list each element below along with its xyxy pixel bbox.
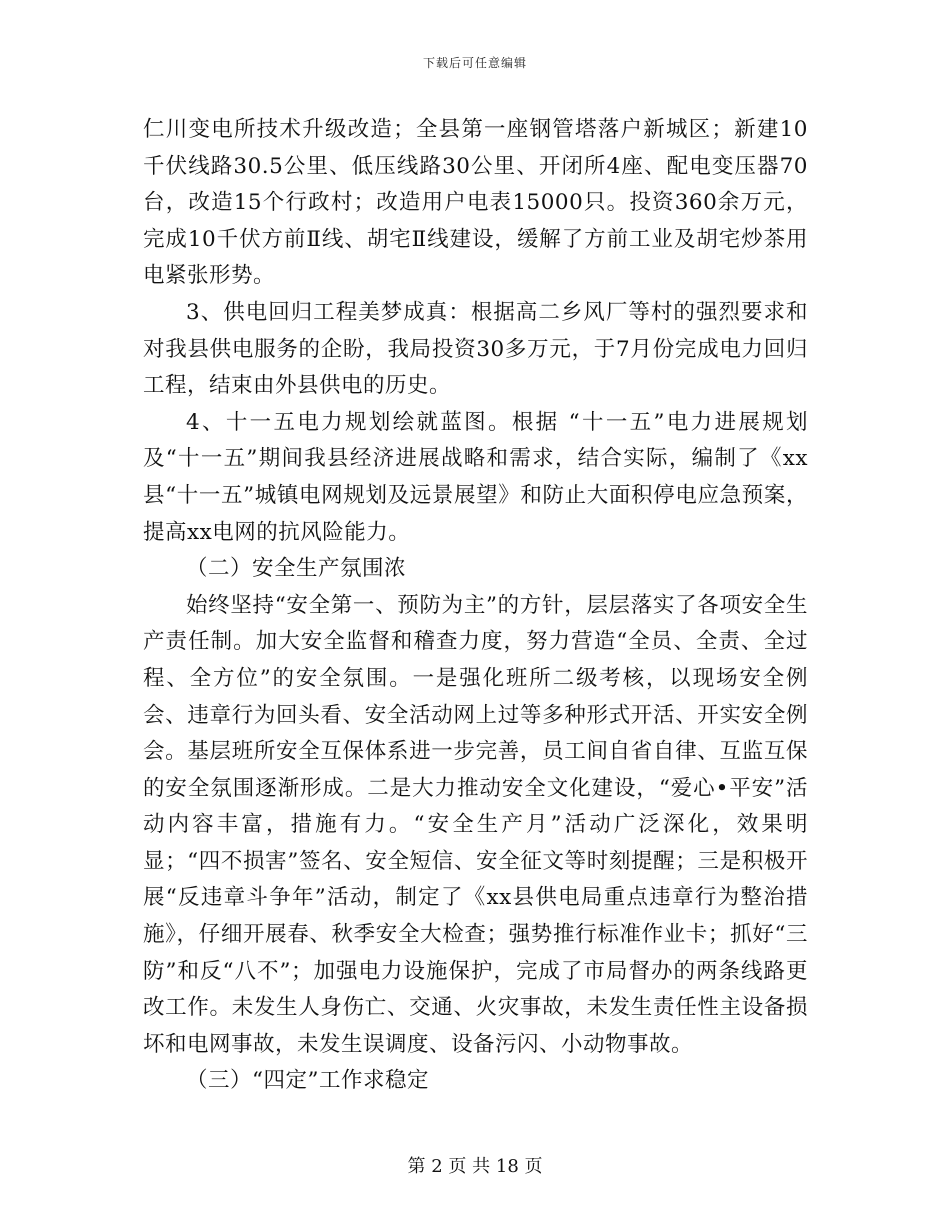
document-body [143, 112, 808, 1100]
paragraph-safety: 始终坚持“安全第一、预防为主”的方针，层层落实了各项安全生产责任制。加大安全监督和稽查力度，努力营造“全员、全责、全过程、全方位”的安全氛围。一是强化班所二级考核，以现场安全例会、违章行为回头看、安全活动网上过等多种形式开活、开实安全例会。基层班所安全互保体系进一步完善，员工间自省自律、互监互保的安全氛围逐渐形成。二是大力推动安全文化建设，“爱心•平安”活动内容丰富，措施有力。“安全生产月”活动广泛深化，效果明显；“四不损害”签名、安全短信、安全征文等时刻提醒；三是积极开展“反违章斗争年”活动，制定了《xx县供电局重点违章行为整治措施》，仔细开展春、秋季安全大检查；强势推行标准作业卡；抓好“三防”和反“八不”；加强电力设施保护，完成了市局督办的两条线路更改工作。未发生人身伤亡、交通、火灾事故，未发生责任性主设备损坏和电网事故，未发生误调度、设备污闪、小动物事故。 [143, 592, 808, 1057]
section-heading-safety: （二）安全生产氛围浓 [186, 556, 407, 582]
footer-prefix: 第 [407, 1156, 426, 1177]
page-footer [0, 1152, 950, 1178]
paragraph-item-4: 4、十一五电力规划绘就蓝图。根据 “十一五”电力进展规划及“十一五”期间我县经济进展战略和需求，结合实际，编制了《xx县“十一五”城镇电网规划及远景展望》和防止大面积停电应急预案，提高xx电网的抗风险能力。 [143, 409, 808, 545]
footer-middle: 页 共 [448, 1156, 491, 1177]
footer-page-number: 2 [431, 1156, 443, 1177]
paragraph-item-3: 3、供电回归工程美梦成真：根据高二乡风厂等村的强烈要求和对我县供电服务的企盼，我局投资30多万元，于7月份完成电力回归工程，结束由外县供电的历史。 [143, 299, 808, 399]
footer-total-pages: 18 [495, 1156, 519, 1177]
paragraph-continuation: 仁川变电所技术升级改造；全县第一座钢管塔落户新城区；新建10千伏线路30.5公里、低压线路30公里、开闭所4座、配电变压器70台，改造15个行政村；改造用户电表15000只。投资360余万元，完成10千伏方前Ⅱ线、胡宅Ⅱ线建设，缓解了方前工业及胡宅炒茶用电紧张形势。 [143, 117, 808, 289]
section-heading-four-settings: （三）“四定”工作求稳定 [186, 1068, 429, 1094]
footer-suffix: 页 [524, 1156, 543, 1177]
page-header: 下载后可任意编辑 [422, 56, 527, 70]
